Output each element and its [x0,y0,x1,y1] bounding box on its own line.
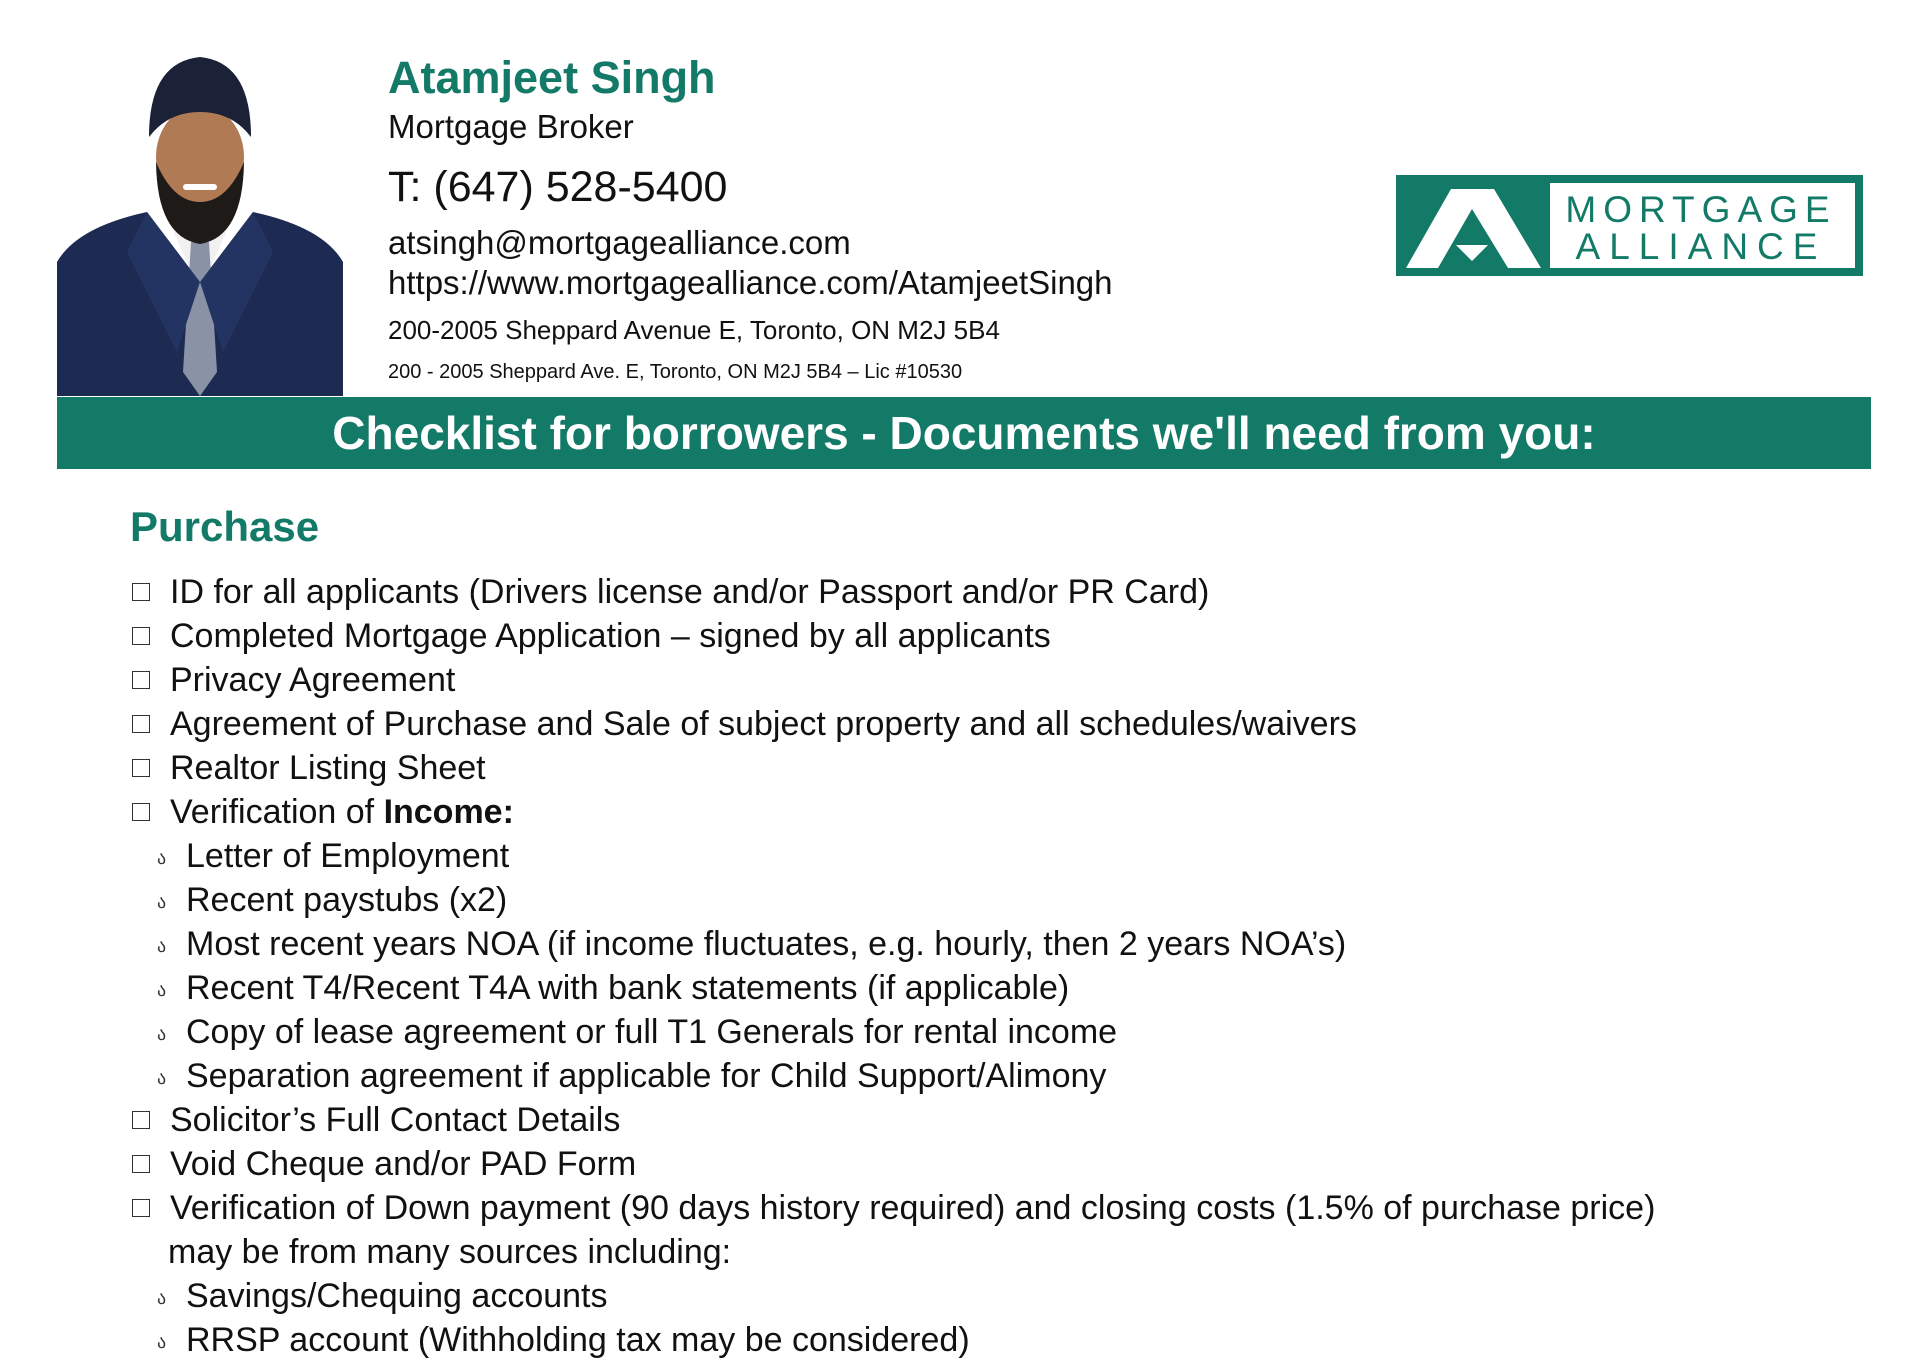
income-sub-item: ა Letter of Employment [128,834,1888,878]
checklist-item-aps[interactable]: Agreement of Purchase and Sale of subject property and all schedules/waivers [128,702,1888,746]
checkbox[interactable] [132,583,150,601]
broker-email[interactable]: atsingh@mortgagealliance.com [388,224,851,261]
bullet-icon: ა [157,980,167,1000]
checklist-item-application[interactable]: Completed Mortgage Application – signed by all applicants [128,614,1888,658]
checklist-banner: Checklist for borrowers - Documents we'll need from you: [57,397,1871,469]
checklist-item-privacy[interactable]: Privacy Agreement [128,658,1888,702]
broker-address: 200-2005 Sheppard Avenue E, Toronto, ON M2J 5B4 [388,315,1000,345]
checklist-item-id[interactable]: ID for all applicants (Drivers license and/or Passport and/or PR Card) [128,570,1888,614]
broker-address-license: 200 - 2005 Sheppard Ave. E, Toronto, ON M2J 5B4 – Lic #10530 [388,361,963,383]
checkbox[interactable] [132,1155,150,1173]
broker-photo [57,52,343,396]
mortgage-alliance-logo [1396,175,1863,276]
logo-line2: ALLIANCE [1575,226,1827,267]
checkbox[interactable] [132,759,150,777]
checkbox[interactable] [132,1199,150,1217]
income-sub-item: ა Recent T4/Recent T4A with bank statements (if applicable) [128,966,1888,1010]
income-sub-item: ა Most recent years NOA (if income fluctuates, e.g. hourly, then 2 years NOA’s) [128,922,1888,966]
contact-block [388,50,1113,386]
checklist-item-down-payment[interactable]: Verification of Down payment (90 days history required) and closing costs (1.5% of purchase price) [128,1186,1888,1230]
income-sub-item: ა Separation agreement if applicable for Child Support/Alimony [128,1054,1888,1098]
down-payment-sub-item: ა Savings/Chequing accounts [128,1274,1888,1318]
purchase-checklist [128,570,1888,1362]
bullet-icon: ა [157,1288,167,1308]
checkbox[interactable] [132,803,150,821]
bullet-icon: ა [157,936,167,956]
broker-phone: T: (647) 528-5400 [388,163,728,211]
bullet-icon: ა [157,848,167,868]
checklist-item-income[interactable]: Verification of Income: [128,790,1888,834]
logo-line1: MORTGAGE [1565,189,1837,230]
checklist-item-void-cheque[interactable]: Void Cheque and/or PAD Form [128,1142,1888,1186]
bullet-icon: ა [157,892,167,912]
checklist-item-solicitor[interactable]: Solicitor’s Full Contact Details [128,1098,1888,1142]
broker-title: Mortgage Broker [388,108,634,145]
broker-name: Atamjeet Singh [388,52,716,103]
checkbox[interactable] [132,671,150,689]
income-sub-item: ა Copy of lease agreement or full T1 Generals for rental income [128,1010,1888,1054]
section-title-purchase: Purchase [130,503,320,550]
down-payment-sub-item: ა RRSP account (Withholding tax may be considered) [128,1318,1888,1362]
broker-website[interactable]: https://www.mortgagealliance.com/AtamjeetSingh [388,264,1113,301]
income-sub-item: ა Recent paystubs (x2) [128,878,1888,922]
checkbox[interactable] [132,1111,150,1129]
checkbox[interactable] [132,627,150,645]
bullet-icon: ა [157,1068,167,1088]
bullet-icon: ა [157,1332,167,1352]
down-payment-continuation: may be from many sources including: [168,1233,732,1271]
bullet-icon: ა [157,1024,167,1044]
checklist-item-listing[interactable]: Realtor Listing Sheet [128,746,1888,790]
checkbox[interactable] [132,715,150,733]
